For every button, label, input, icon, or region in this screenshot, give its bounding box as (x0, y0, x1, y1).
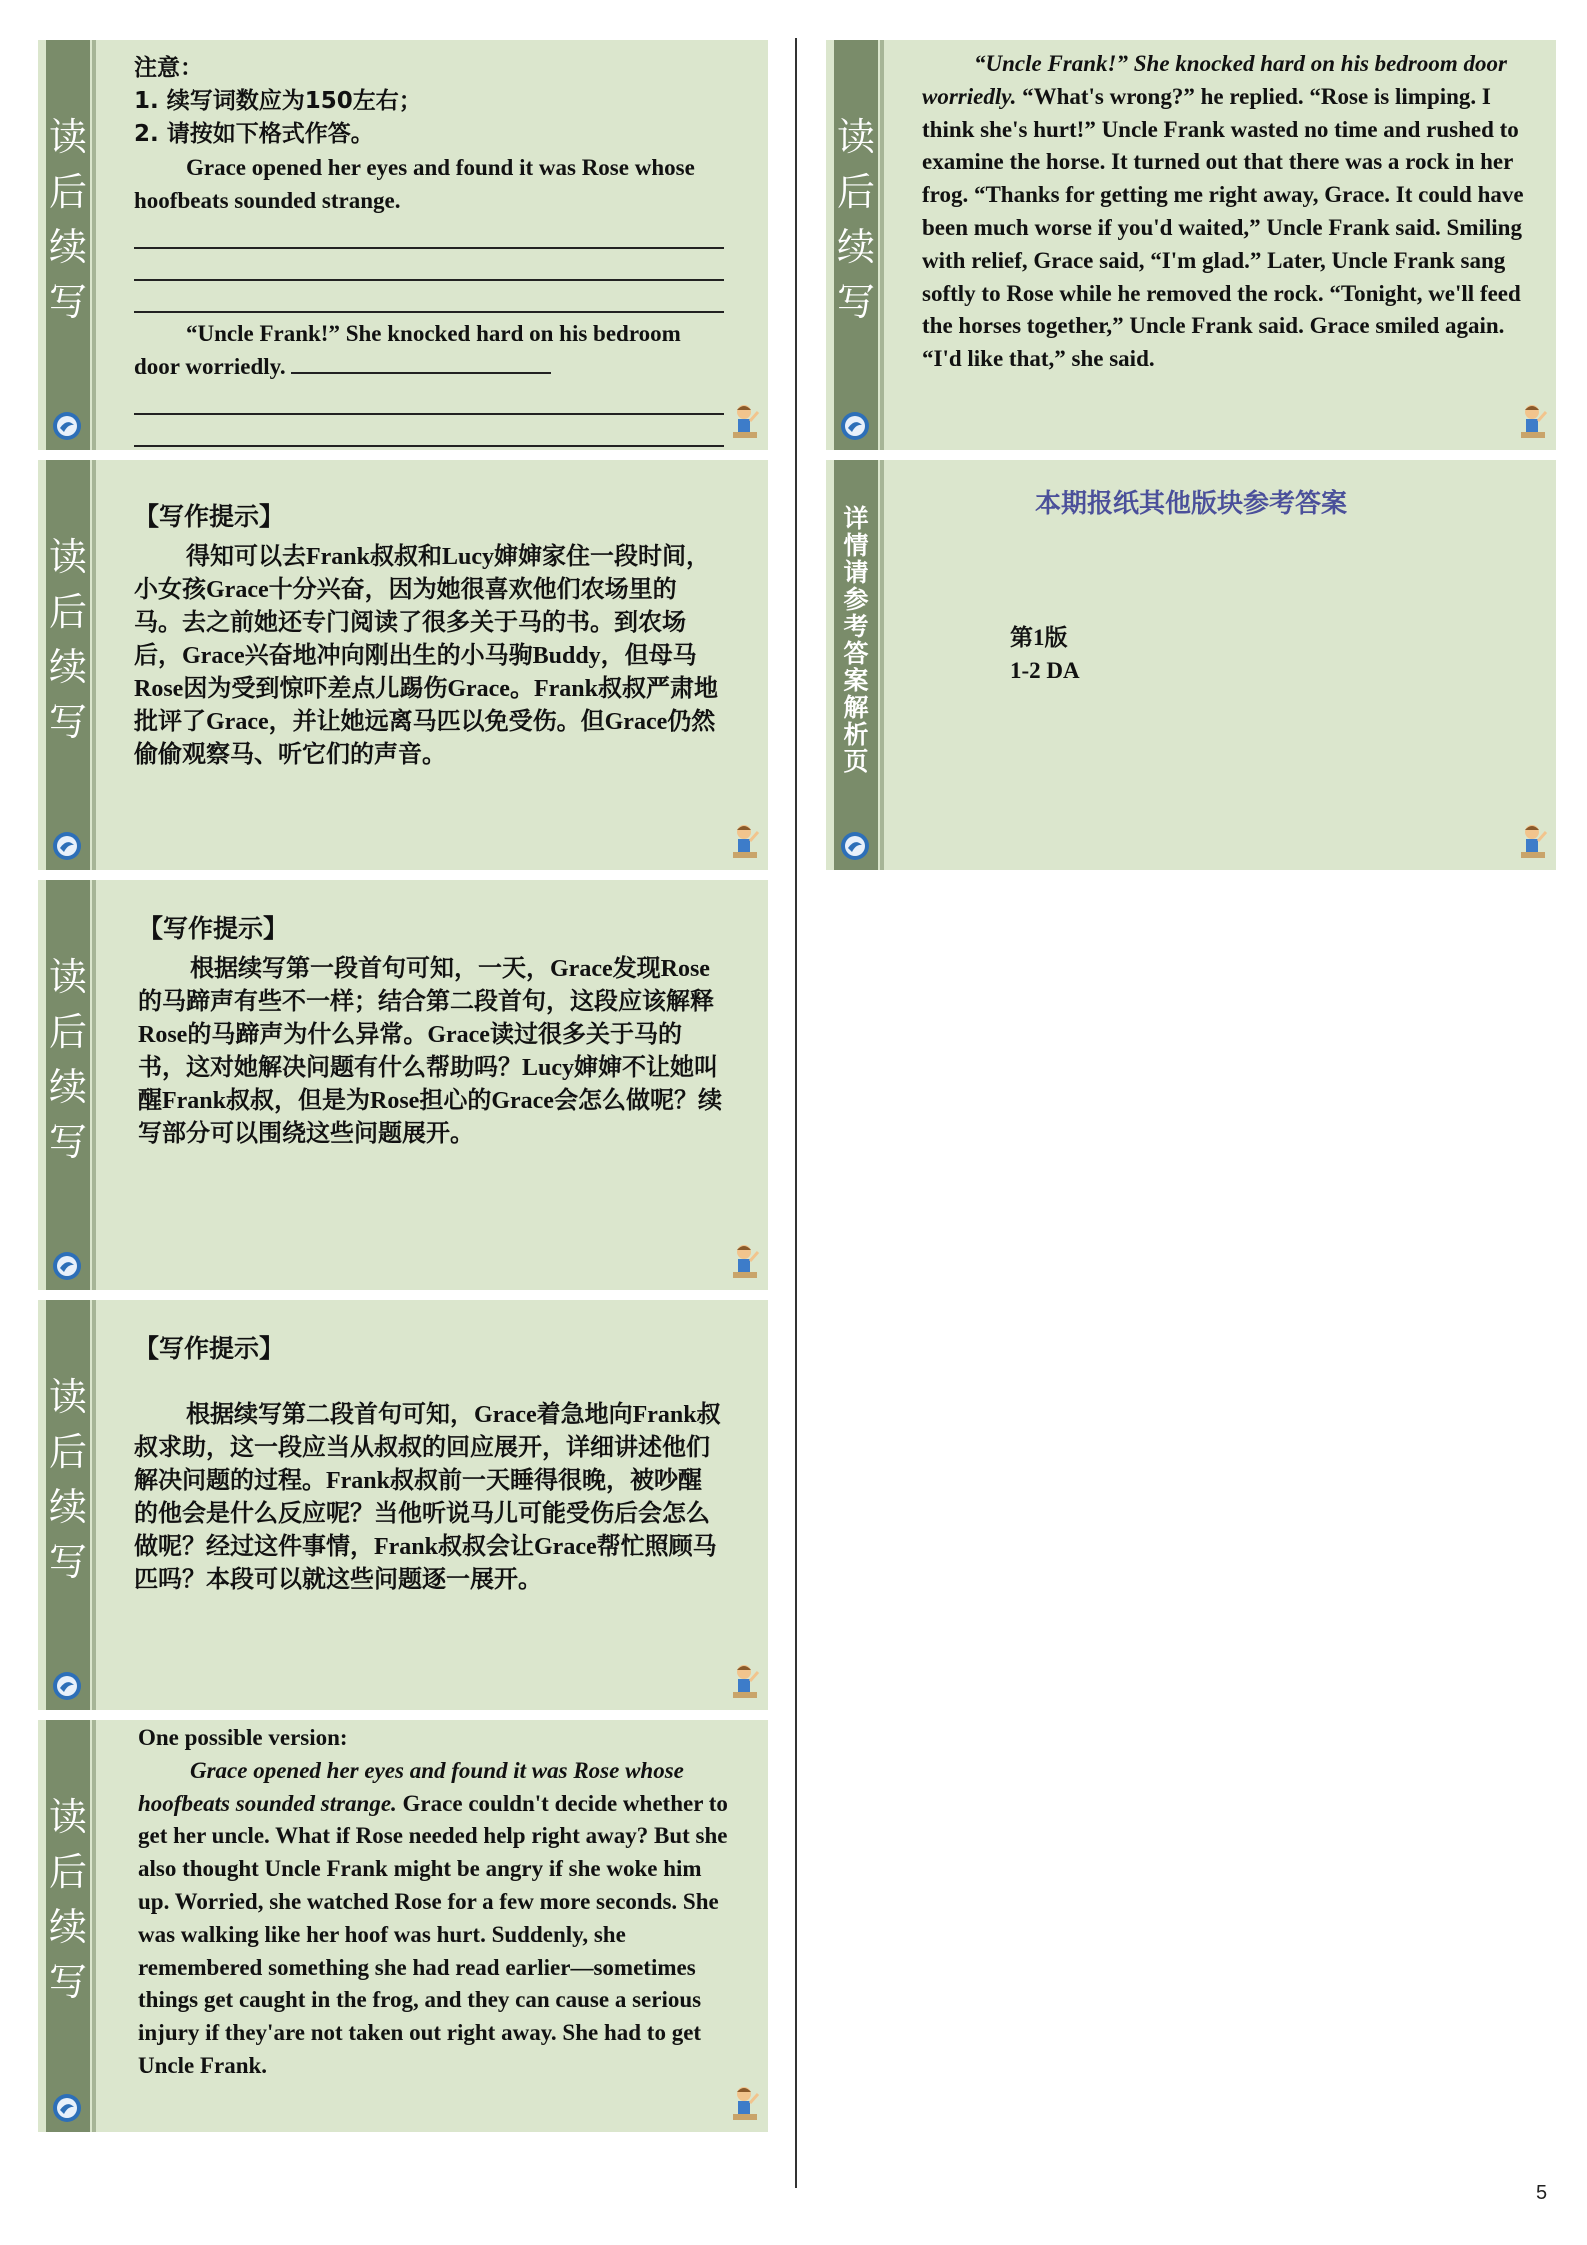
answers-edition: 第1版 (1010, 625, 1068, 650)
side-band-label: 读后续写 (48, 1375, 87, 1584)
student-mascot-icon (1518, 822, 1550, 862)
answer-line[interactable] (134, 249, 724, 281)
student-mascot-icon (730, 1242, 762, 1282)
globe-logo-icon (51, 1250, 83, 1282)
globe-logo-icon (51, 410, 83, 442)
sample-version-continued-card (826, 40, 1556, 450)
side-band-label: 读后续写 (48, 955, 87, 1164)
note-item-1: 1. 续写词数应为150左右； (134, 88, 422, 114)
side-band (46, 1300, 90, 1710)
writing-tip-card-3 (38, 1300, 768, 1710)
tip-heading: 【写作提示】 (138, 914, 289, 943)
answers-value: 1-2 DA (1010, 658, 1080, 683)
answer-line[interactable] (134, 415, 724, 447)
column-divider (795, 38, 797, 2188)
version-paragraph-2: “Uncle Frank!” She knocked hard on his bedroom door worriedly. “What's wrong?” he replied. “Rose is limping. I think she's hurt!” Uncle Frank wasted no time and rushed to examine the horse. It turned out that there was a rock in her frog. “Thanks for getting me right away, Grace. It could have been much worse if you'd waited,” Uncle Frank said. Smiling with relief, Grace said, “I'm glad.” Later, Uncle Frank sang softly to Rose while he removed the rock. “Tonight, we'll feed the horses together,” Uncle Frank said. Grace smiled again. “I'd like that,” she said. (922, 51, 1524, 372)
side-band-label: 读后续写 (48, 1795, 87, 2004)
paragraph-1-opening: Grace opened her eyes and found it was Rose whose hoofbeats sounded strange. (134, 155, 695, 213)
version-paragraph-1: Grace opened her eyes and found it was Rose whose hoofbeats sounded strange. Grace couldn't decide whether to get her uncle. What if Rose needed help right away? But she also thought Uncle Frank might be angry if she woke him up. Worried, she watched Rose for a few more seconds. She was walking like her hoof was hurt. Suddenly, she remembered something she had read earlier—sometimes things get caught in the frog, and they can cause a serious injury if they'are not taken out right away. She had to get Uncle Frank. (138, 1757, 728, 2078)
reference-answers-card (826, 460, 1556, 870)
side-band (46, 1720, 90, 2132)
globe-logo-icon (51, 1670, 83, 1702)
version-label: One possible version: (138, 1725, 348, 1750)
globe-logo-icon (51, 830, 83, 862)
side-band (46, 880, 90, 1290)
student-mascot-icon (1518, 402, 1550, 442)
student-mascot-icon (730, 1662, 762, 1702)
note-title: 注意： (134, 55, 203, 81)
globe-logo-icon (51, 2092, 83, 2124)
tip-heading: 【写作提示】 (134, 1334, 285, 1363)
writing-tip-card-1 (38, 460, 768, 870)
side-band (46, 460, 90, 870)
tip-text: 根据续写第一段首句可知，一天，Grace发现Rose的马蹄声有些不一样；结合第二段首句，这段应该解释Rose的马蹄声为什么异常。Grace读过很多关于马的书，这对她解决问题有什么帮助吗？Lucy婶婶不让她叫醒Frank叔叔，但是为Rose担心的Grace会怎么做呢？续写部分可以围绕这些问题展开。 (138, 956, 722, 1147)
student-mascot-icon (730, 822, 762, 862)
answer-line[interactable] (134, 281, 724, 313)
globe-logo-icon (839, 830, 871, 862)
answer-line[interactable] (134, 383, 724, 415)
answer-band-label: 详情请参考答案解析页 (843, 504, 869, 776)
student-mascot-icon (730, 402, 762, 442)
side-band (46, 40, 90, 450)
writing-card-instructions (38, 40, 768, 450)
tip-text: 根据续写第二段首句可知，Grace着急地向Frank叔叔求助，这一段应当从叔叔的回应展开，详细讲述他们解决问题的过程。Frank叔叔前一天睡得很晚，被吵醒的他会是什么反应呢？当他听说马儿可能受伤后会怎么做呢？经过这件事情，Frank叔叔会让Grace帮忙照顾马匹吗？本段可以就这些问题逐一展开。 (134, 1402, 721, 1593)
side-band-label: 读后续写 (48, 535, 87, 744)
answer-line[interactable] (134, 217, 724, 249)
side-band-label: 读后续写 (48, 115, 87, 324)
side-band-label: 读后续写 (836, 115, 875, 324)
answers-title: 本期报纸其他版块参考答案 (1034, 489, 1347, 519)
tip-text: 得知可以去Frank叔叔和Lucy婶婶家住一段时间，小女孩Grace十分兴奋，因为她很喜欢他们农场里的马。去之前她还专门阅读了很多关于马的书。到农场后，Grace兴奋地冲向刚出生的小马驹Buddy，但母马Rose因为受到惊吓差点儿踢伤Grace。Frank叔叔严肃地批评了Grace，并让她远离马匹以免受伤。但Grace仍然偷偷观察马、听它们的声音。 (134, 544, 718, 768)
note-item-2: 2. 请按如下格式作答。 (134, 121, 374, 147)
writing-tip-card-2 (38, 880, 768, 1290)
sample-version-card (38, 1720, 768, 2132)
page-number: 5 (1536, 2182, 1548, 2204)
globe-logo-icon (839, 410, 871, 442)
answer-blank[interactable] (291, 350, 551, 374)
tip-heading: 【写作提示】 (134, 502, 285, 531)
side-band (834, 460, 878, 870)
student-mascot-icon (730, 2084, 762, 2124)
side-band (834, 40, 878, 450)
paragraph-2-opening: “Uncle Frank!” She knocked hard on his bedroom door worriedly. (134, 321, 681, 379)
